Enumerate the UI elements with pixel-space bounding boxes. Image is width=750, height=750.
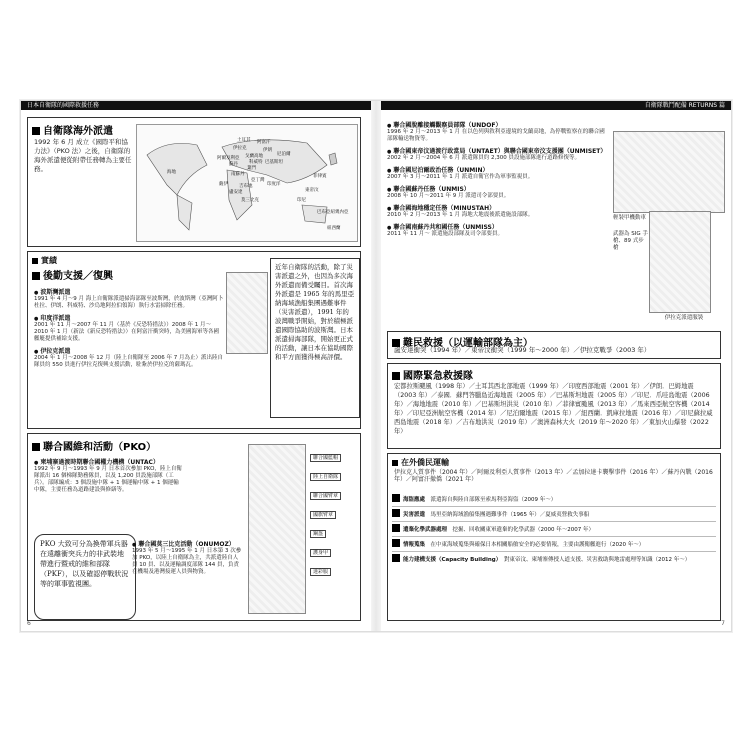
pko-continued-list [387, 117, 607, 238]
figure-label: 伊拉克派遣服裝 [664, 315, 704, 321]
square-bullet-icon [392, 554, 400, 562]
list-item-title: ● 聯合國尼泊爾政治任務（UNMIN） [387, 165, 607, 174]
list-item-text: 1993 年 5 月～1995 年 1 月 日本第 3 次參加 PKO，以陸上自衛隊為主，共派遣陸自人員 10 員、以及運輸調度部隊 144 員，負責在機場及港灣接運人員與物資。 [132, 548, 242, 575]
list-item: 災害派遣 馬里亞納海域漁船集團遇難事件（1965 年）／夏威夷營救失事船 [392, 509, 716, 519]
figure-label: 迷彩服 [310, 568, 331, 576]
figure-labels [310, 444, 356, 577]
list-item-text: 2002 年 2 月～2004 年 6 月 派遣隊員約 2,300 員設施部隊進行道路修復等。 [387, 155, 580, 161]
list-item-text: 2008 年 10 月～2011 年 9 月 派遣司令部要員。 [387, 193, 510, 199]
figure-label: 聯合國藍帽 [310, 454, 341, 462]
map-label: 亞丁灣 [251, 178, 265, 183]
other-activities-section [387, 453, 721, 621]
book-gutter [371, 101, 381, 631]
square-bullet-icon [392, 524, 400, 532]
overseas-intro: 1992 年 6 月 成立《國際平和協力法》（PKO 法）之後，自衛隊的海外派遣便從附帶任務轉為主要任務。 [34, 138, 132, 173]
results-tag: 實績 [32, 255, 57, 266]
list-item-title: ● 聯合國東帝汶過渡行政當局（UNTAET）與聯合國東帝汶支援團（UNMISET） [387, 146, 607, 155]
square-bullet-icon [392, 509, 400, 517]
soldier-illustration [248, 444, 306, 614]
list-item-text: 1996 年 2 月～2013 年 1 月 在以色列與敘利亞邊境的戈蘭高地，為停戰監察在的聯合國部隊輸送物資等。 [387, 129, 605, 142]
disaster-relief-section [387, 363, 721, 449]
list-item-text: 2007 年 3 月～2011 年 1 月 派遣自衛官作為軍事監視員。 [387, 174, 534, 180]
square-bullet-icon [392, 539, 400, 547]
disaster-title: 國際緊急救援隊 [392, 367, 473, 382]
page-number: 6 [27, 620, 31, 627]
logistics-list [34, 284, 224, 369]
list-item-title: ● 印度洋派遣 [34, 313, 224, 322]
list-item-title: ● 聯合國南蘇丹共和國任務（UNMISS） [387, 222, 607, 231]
pko-list-1 [34, 454, 184, 494]
logistics-section [27, 251, 361, 429]
map-label: 盧安達 [229, 190, 243, 195]
map-label: 菲律賓 [313, 174, 327, 179]
map-label: 吉布地 [239, 184, 253, 189]
list-item: 能力建構支援（Capacity Building） 對東帝汶、柬埔寨傳授人道支援、災害救助與地雷處理等知識（2012 年～） [392, 554, 716, 564]
list-item: 海盜應處 派遣海自與陸自部隊至索馬利亞海盜（2009 年～） [392, 494, 716, 504]
divider [392, 536, 716, 537]
refugee-title: 難民救援（以運輸部隊為主） [392, 334, 533, 349]
list-item-title: ● 聯合國莫三比克活動（ONUMOZ） [132, 539, 242, 548]
map-label: 土耳其 [237, 138, 251, 143]
map-label: 海地 [167, 170, 176, 175]
map-label: 南蘇丹 [231, 172, 245, 177]
figure-label: 陸上自衛隊 [310, 473, 341, 481]
world-map [136, 124, 358, 242]
list-item: 情報蒐集 在中東海域蒐集與確保日本相關船舶安全的必要情報，主要由護衛艦進行（2020 年～） [392, 539, 716, 549]
right-page-header: 自衛隊戰鬥配備 RETURNS 篇 [381, 101, 731, 110]
map-label: 阿爾及利亞 [217, 156, 240, 161]
list-item-title: ● 聯合國海地穩定任務（MINUSTAH） [387, 203, 607, 212]
left-page [21, 101, 371, 631]
overseas-title: 自衛隊海外派遣 [32, 122, 113, 137]
map-label: 戈蘭高地 [245, 154, 263, 159]
square-bullet-icon [32, 443, 40, 451]
disaster-text: 宏都拉斯颶風（1998 年）／土耳其西北部地震（1999 年）／印度西部地震（2001 年）／伊朗．巴姆地震（2003 年）／泰國．蘇門答臘島近海地震（2005 年）／巴基斯坦地震（2005 年）／印尼．爪哇島地震（2006 年）／海地地震（2010 年）／巴基斯坦洪災（2010 年）／菲律賓颱風（2013 年）／馬來西亞航空客機（2014 年）／印尼亞洲航空客機（2014 年）／尼泊爾地震（2015 年）／紐西蘭．凱庫拉地震（2016 年）／印尼蘇拉威西島地震（2018 年）／吉布地洪災（2019 年）／澳洲森林大火（2019 年～2020 年）／東加火山爆發（2022 年） [394, 383, 713, 435]
figure-label: 輕裝甲機動車 [613, 215, 647, 221]
map-label: 莫三比克 [241, 198, 259, 203]
list-item-text: 2004 年 1 月～2008 年 12 月（陸上自衛隊至 2006 年 7 月為止）派出陸自隊員約 550 員進行伊拉克復興支援活動，駐紮於伊拉克的薩瑪瓦。 [34, 355, 223, 368]
map-label: 科威特 [249, 160, 263, 165]
evacuation-text: 伊拉克人質事件（2004 年）／阿爾及利亞人質事件（2013 年）／孟加拉達卡襲擊事件（2016 年）／蘇丹內戰（2016 年）／阿富汗撤僑（2021 年） [394, 469, 713, 483]
map-label: 紐西蘭 [327, 226, 341, 231]
refugee-section [387, 331, 721, 359]
map-label: 巴基斯坦 [265, 160, 283, 165]
map-label: 阿富汗 [257, 140, 271, 145]
iraq-soldier-illustration [649, 211, 711, 313]
list-item-text: 2001 年 11 月～2007 年 11 月（基於《反恐特措法》）2008 年 1 月～2010 年 1 月（新法《新反恐特措法》）在阿富汗衝突時，為美國海軍等各國艦艇提供補給支援。 [34, 322, 219, 342]
list-item: 遺棄化學武器處理 挖掘、回收關東軍遺棄的化學武器（2000 年～2007 年） [392, 524, 716, 534]
figure-label: 護身甲 [310, 549, 331, 557]
list-item-text: 2011 年 11 月～ 派遣施設部隊及司令部要員。 [387, 231, 503, 237]
list-item-title: ● 柬埔寨過渡時期聯合國權力機構（UNTAC） [34, 457, 184, 466]
square-bullet-icon [32, 272, 40, 280]
map-label: 尼泊爾 [277, 152, 291, 157]
divider [392, 551, 716, 552]
list-item-text: 1992 年 9 月～1993 年 9 月 日本首次參加 PKO，陸上自衛隊派出 16 個梯隊勤務隊員，以及 1,200 員設施部隊（工兵）。部隊編成：3 個設施中隊 + 1 個運輸中隊 + 1 個運輸中隊，主要任務為道路建設與修繕等。 [34, 466, 182, 493]
pko-list-2 [132, 536, 242, 576]
square-bullet-icon [32, 127, 40, 135]
figure-label: 武器為 SIG 手槍、89 式步槍 [613, 231, 648, 251]
list-item-text: 1991 年 4 月～9 月 海上自衛隊派遣掃海部隊至波斯灣，於波斯灣（亞灣阿卜杜拉、伊朗、科威特、沙烏地阿拉伯領海）執行水雷掃除任務。 [34, 296, 224, 309]
map-label: 伊朗 [263, 148, 272, 153]
map-label: 葉門 [247, 166, 256, 171]
pko-explainer-bubble: PKO 大致可分為換帶軍兵器在遠離衝突兵力的非武裝地帶進行暨戒的維和部隊（PKF），以及確認停戰狀況等的軍事監視團。 [34, 534, 136, 620]
other-title: 在外僑民運輸 [392, 457, 449, 468]
divider [392, 506, 716, 507]
square-bullet-icon [392, 460, 398, 466]
list-item-title: ● 波斯灣派遣 [34, 287, 224, 296]
officer-illustration [226, 272, 268, 354]
overseas-dispatch-section [27, 117, 361, 247]
book-spread [20, 100, 732, 632]
map-label: 印尼 [297, 198, 306, 203]
logistics-title: 後勤支援／復興 [32, 267, 113, 282]
other-rows [392, 494, 716, 564]
pko-title: 聯合國維和活動（PKO） [32, 438, 156, 453]
armored-vehicle-illustration [613, 131, 725, 213]
square-bullet-icon [392, 372, 400, 380]
list-item-title: ● 聯合國脫離接觸觀察員部隊（UNDOF） [387, 120, 607, 129]
list-item-title: ● 伊拉克派遣 [34, 346, 224, 355]
divider [392, 521, 716, 522]
page-number: 7 [721, 620, 725, 627]
refugee-text: 盧安達衝突（1994 年）／東帝汶衝突（1999 年～2000 年）／伊拉克戰爭（2003 年） [394, 346, 651, 354]
map-label: 巴布亞紐幾內亞 [317, 210, 349, 215]
figure-label: 國旗臂章 [310, 511, 336, 519]
figure-label: 鋼盔 [310, 530, 326, 538]
figure-label: 聯合國臂章 [310, 492, 341, 500]
square-bullet-icon [32, 258, 38, 264]
narrative-quote: 近年自衛隊的活動，除了災害派遣之外，也因為多次海外派遣而備受矚目。首次海外派遣是 1965 年的馬里亞納海域漁船集團遇難事件（災害派遣），1991 年的波灣戰爭開始，對於積極派遣國際協助的波斯灣。日本派遣掃海部隊，開始更正式的活動，讓日本在協助國際和平方面獲得極高評價。 [270, 258, 360, 418]
list-item-text: 2010 年 2 月～2013 年 1 月 海地大地震後派遣施設部隊。 [387, 212, 534, 218]
map-label: 印度洋 [267, 182, 281, 187]
pko-section [27, 433, 361, 621]
square-bullet-icon [392, 494, 400, 502]
map-label: 薩伊 [219, 182, 228, 187]
left-page-header: 日本自衛隊的國際救援任務 [21, 101, 371, 110]
right-page [381, 101, 731, 631]
map-label: 東帝汶 [305, 188, 319, 193]
map-label: 伊拉克 [233, 146, 247, 151]
map-label: 蘇丹 [229, 162, 238, 167]
list-item-title: ● 聯合國蘇丹任務（UNMIS） [387, 184, 607, 193]
